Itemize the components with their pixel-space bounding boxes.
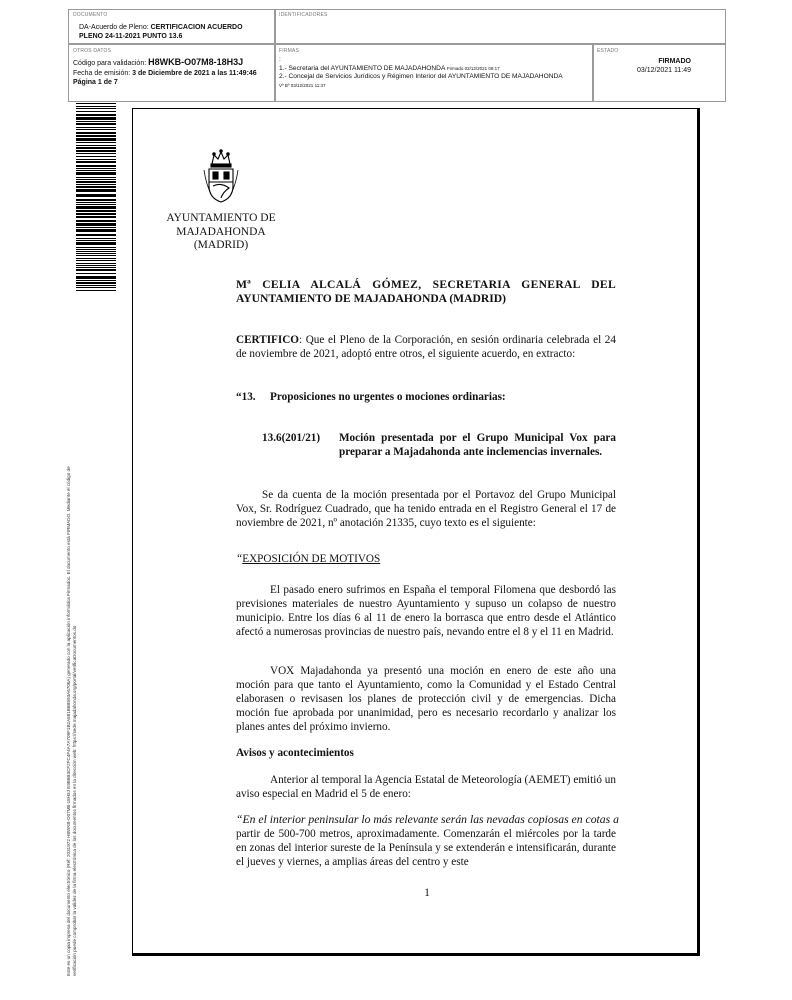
codigo-value: H8WKB-O07M8-18H3J — [148, 57, 244, 67]
item-13-number: “13. — [236, 391, 256, 403]
letterhead — [156, 212, 286, 253]
firmas-caption: FIRMAS — [279, 48, 300, 54]
estado-caption: ESTADO — [597, 48, 619, 54]
documento-title-line1: CERTIFICACION ACUERDO — [150, 24, 243, 31]
quote-italic: “En el interior peninsular lo más relevante serán las nevadas copiosas en cotas a — [236, 813, 619, 826]
exposicion-title: EXPOSICIÓN DE MOTIVOS — [242, 553, 381, 565]
documento-title — [79, 23, 273, 41]
letterhead-line-2: MAJADAHONDA — [176, 225, 266, 238]
estado-text — [597, 57, 691, 75]
firma-2: 2.- Concejal de Servicios Jurídicos y Régimen Interior del AYUNTAMIENTO DE MAJADAHONDA — [279, 73, 563, 80]
header-firmas-box — [274, 43, 594, 102]
documento-title-line2: PLENO 24-11-2021 PUNTO 13.6 — [79, 33, 183, 40]
firma-1: 1.- Secretaria del AYUNTAMIENTO DE MAJADAHONDA — [279, 64, 445, 72]
item-13-6-title: Moción presentada por el Grupo Municipal Vox para preparar a Majadahonda ante inclemencias invernales. — [339, 432, 616, 458]
header-estado-box — [592, 43, 726, 102]
certifico-paragraph — [236, 333, 616, 361]
item-13-title: Proposiciones no urgentes o mociones ordinarias: — [270, 391, 506, 403]
certifico-text: : Que el Pleno de la Corporación, en sesión ordinaria celebrada el 24 de noviembre de 2021, adoptó entre otros, el siguiente acuerdo, en extracto: — [236, 334, 616, 360]
side-verification-text — [66, 296, 78, 976]
certifico-label: CERTIFICO — [236, 334, 300, 346]
quote-italic-line — [236, 813, 618, 827]
otros-datos-caption: OTROS DATOS — [73, 48, 112, 54]
codigo-label: Código para validación: — [73, 60, 149, 67]
identificadores-caption: IDENTIFICADORES — [279, 12, 328, 18]
paragraph-se-da-cuenta: Se da cuenta de la moción presentada por el Portavoz del Grupo Municipal Vox, Sr. Rodríguez Cuadrado, que ha tenido entrada en el Registro General el 17 de noviembre de 2021, nº anotación 21335, cuyo texto es el siguiente: — [236, 489, 616, 529]
side-text-line-2: verificación puede comprobar la validez de la firma electrónica de los documentos firmados en la dirección web: https://sede.majadahonda.org/portal/verificaDocumentos.do — [72, 625, 77, 976]
side-text-line-1: Este es un copia impresa del documento electrónico (Ref: 2031972 H8WKB-O07M8-18H3J E9B6B3CF2FC4F4A7A709F1B2A581B6B593A6706A) generado con la aplicación informática Firmadoc. El documento está FIRMADO. Mediante el código de — [66, 466, 71, 976]
firmas-dot: : — [279, 56, 281, 63]
paragraph-aemet: Anterior al temporal la Agencia Estatal de Meteorología (AEMET) emitió un aviso especial en Madrid el 5 de enero: — [236, 774, 616, 800]
exposicion-quote: “ — [236, 553, 243, 565]
quote-continuation: partir de 500-700 metros, aproximadamente. Comenzarán el miércoles por la tarde en zonas del interior sureste de la Península y se extenderán e intensificarán, durante el jueves y viernes, a amplias áreas del centro y este — [236, 828, 616, 868]
estado-value: FIRMADO — [658, 58, 691, 65]
header-identificadores-box — [274, 9, 726, 45]
header-otros-datos-box — [68, 43, 276, 102]
exposicion-heading — [236, 552, 380, 566]
estado-date: 03/12/2021 11:49 — [637, 67, 691, 74]
pagina-label: Página 1 de 7 — [73, 79, 118, 86]
firmas-text — [279, 56, 591, 90]
heading-line-2: AYUNTAMIENTO DE MAJADAHONDA (MADRID) — [236, 292, 506, 305]
letterhead-line-3: (MADRID) — [193, 239, 249, 251]
documento-prefix: DA-Acuerdo de Pleno: — [79, 24, 151, 31]
firma-2-date: Vº Bº 03/12/2021 11:37 — [279, 82, 326, 88]
page-number: 1 — [424, 887, 430, 899]
item-13-6-number: 13.6(201/21) — [262, 432, 321, 444]
heading-line-1: Mª CELIA ALCALÁ GÓMEZ, SECRETARIA GENERAL DEL — [236, 278, 616, 291]
header-document-box — [68, 9, 276, 45]
paragraph-enero: El pasado enero sufrimos en España el temporal Filomena que desbordó las previsiones materiales de nuestro Ayuntamiento y supuso un colapso de nuestro municipio. Entre los días 6 al 11 de enero la borrasca que entro desde el Atlántico afectó a numerosas provincias de nuestro país, nevando entre el 8 y el 11 en Madrid. — [236, 584, 616, 638]
fecha-value: 3 de Diciembre de 2021 a las 11:49:46 — [132, 69, 257, 77]
avisos-heading: Avisos y acontecimientos — [236, 747, 354, 759]
barcode-image — [76, 103, 116, 291]
firma-1-date: Firmado 02/12/2021 09:17 — [446, 65, 500, 71]
documento-caption: DOCUMENTO — [73, 12, 108, 18]
letterhead-line-1: AYUNTAMIENTO DE — [166, 212, 276, 224]
fecha-label: Fecha de emisión: — [73, 69, 133, 77]
coat-of-arms-icon — [203, 148, 239, 208]
otros-datos-text — [73, 58, 273, 88]
paragraph-vox: VOX Majadahonda ya presentó una moción en enero de este año una moción para que tanto el Ayuntamiento, como la Comunidad y el Estado Central elaborasen o revisasen los planes de protección civil y de emergencias. Dicha moción fue aprobada por unanimidad, pero es necesario recordarlo y analizar los planes antes del próximo invierno. — [236, 665, 616, 733]
